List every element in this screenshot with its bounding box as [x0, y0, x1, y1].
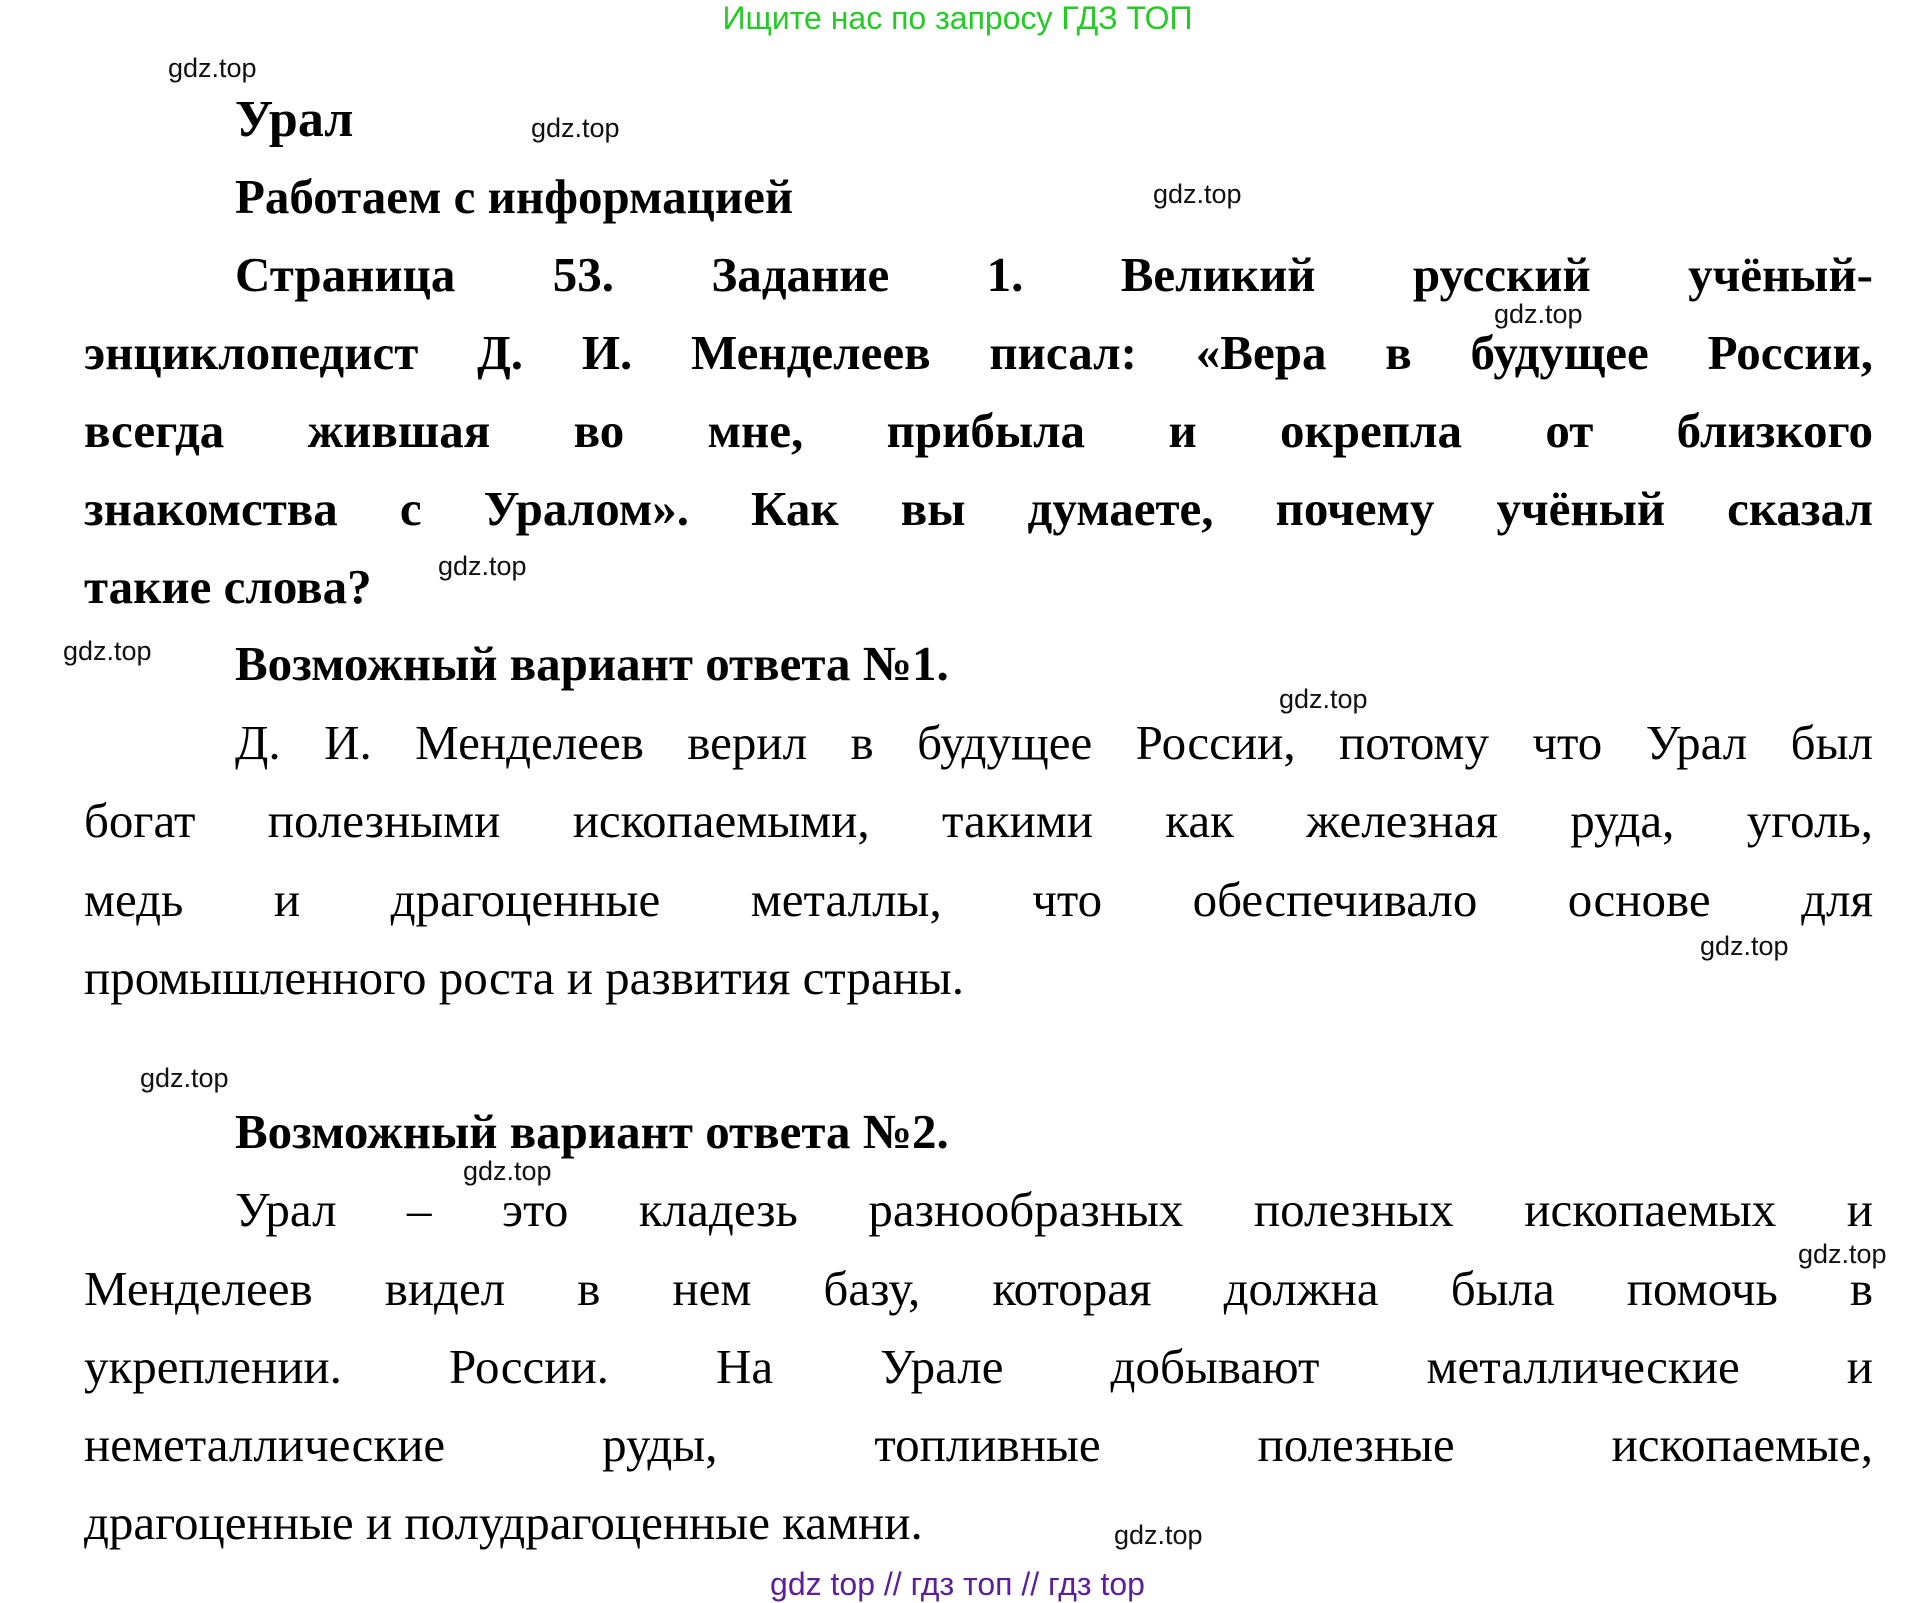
footer-watermark: gdz top // гдз топ // гдз top — [770, 1566, 1145, 1602]
task-line: энциклопедист Д. И. Менделеев писал: «Вера в будущее России, — [84, 325, 1873, 380]
watermark: gdz.top — [1114, 1520, 1203, 1550]
watermark: gdz.top — [1153, 179, 1242, 209]
watermark: gdz.top — [438, 551, 527, 581]
watermark: gdz.top — [168, 53, 257, 83]
answer1-line: богат полезными ископаемыми, такими как железная руда, уголь, — [84, 793, 1873, 848]
watermark: gdz.top — [1279, 684, 1368, 714]
answer1-heading: Возможный вариант ответа №1. — [235, 636, 949, 691]
answer1-line: промышленного роста и развития страны. — [84, 950, 964, 1005]
task-line: всегда жившая во мне, прибыла и окрепла от близкого — [84, 403, 1873, 458]
watermark: gdz.top — [1798, 1239, 1887, 1269]
answer2-line: Менделеев видел в нем базу, которая должна была помочь в — [84, 1261, 1873, 1316]
answer2-line: драгоценные и полудрагоценные камни. — [84, 1495, 923, 1550]
task-line: такие слова? — [84, 559, 372, 614]
answer2-line: укреплении. России. На Урале добывают металлические и — [84, 1339, 1873, 1394]
answer1-line: Д. И. Менделеев верил в будущее России, потому что Урал был — [235, 715, 1873, 770]
watermark: gdz.top — [531, 113, 620, 143]
watermark: gdz.top — [140, 1063, 229, 1093]
answer2-line: Урал – это кладезь разнообразных полезных ископаемых и — [235, 1182, 1873, 1237]
answer2-heading: Возможный вариант ответа №2. — [235, 1104, 949, 1159]
task-line: знакомства с Уралом». Как вы думаете, почему учёный сказал — [84, 481, 1873, 536]
header-banner: Ищите нас по запросу ГДЗ ТОП — [722, 0, 1193, 36]
page-title: Урал — [235, 91, 354, 148]
watermark: gdz.top — [463, 1156, 552, 1186]
watermark: gdz.top — [1700, 931, 1789, 961]
watermark: gdz.top — [1494, 299, 1583, 329]
watermark: gdz.top — [63, 636, 152, 666]
task-line: Страница 53. Задание 1. Великий русский учёный- — [235, 247, 1873, 302]
answer2-line: неметаллические руды, топливные полезные ископаемые, — [84, 1417, 1873, 1472]
answer1-line: медь и драгоценные металлы, что обеспечивало основе для — [84, 872, 1873, 927]
section-heading: Работаем с информацией — [235, 169, 794, 224]
